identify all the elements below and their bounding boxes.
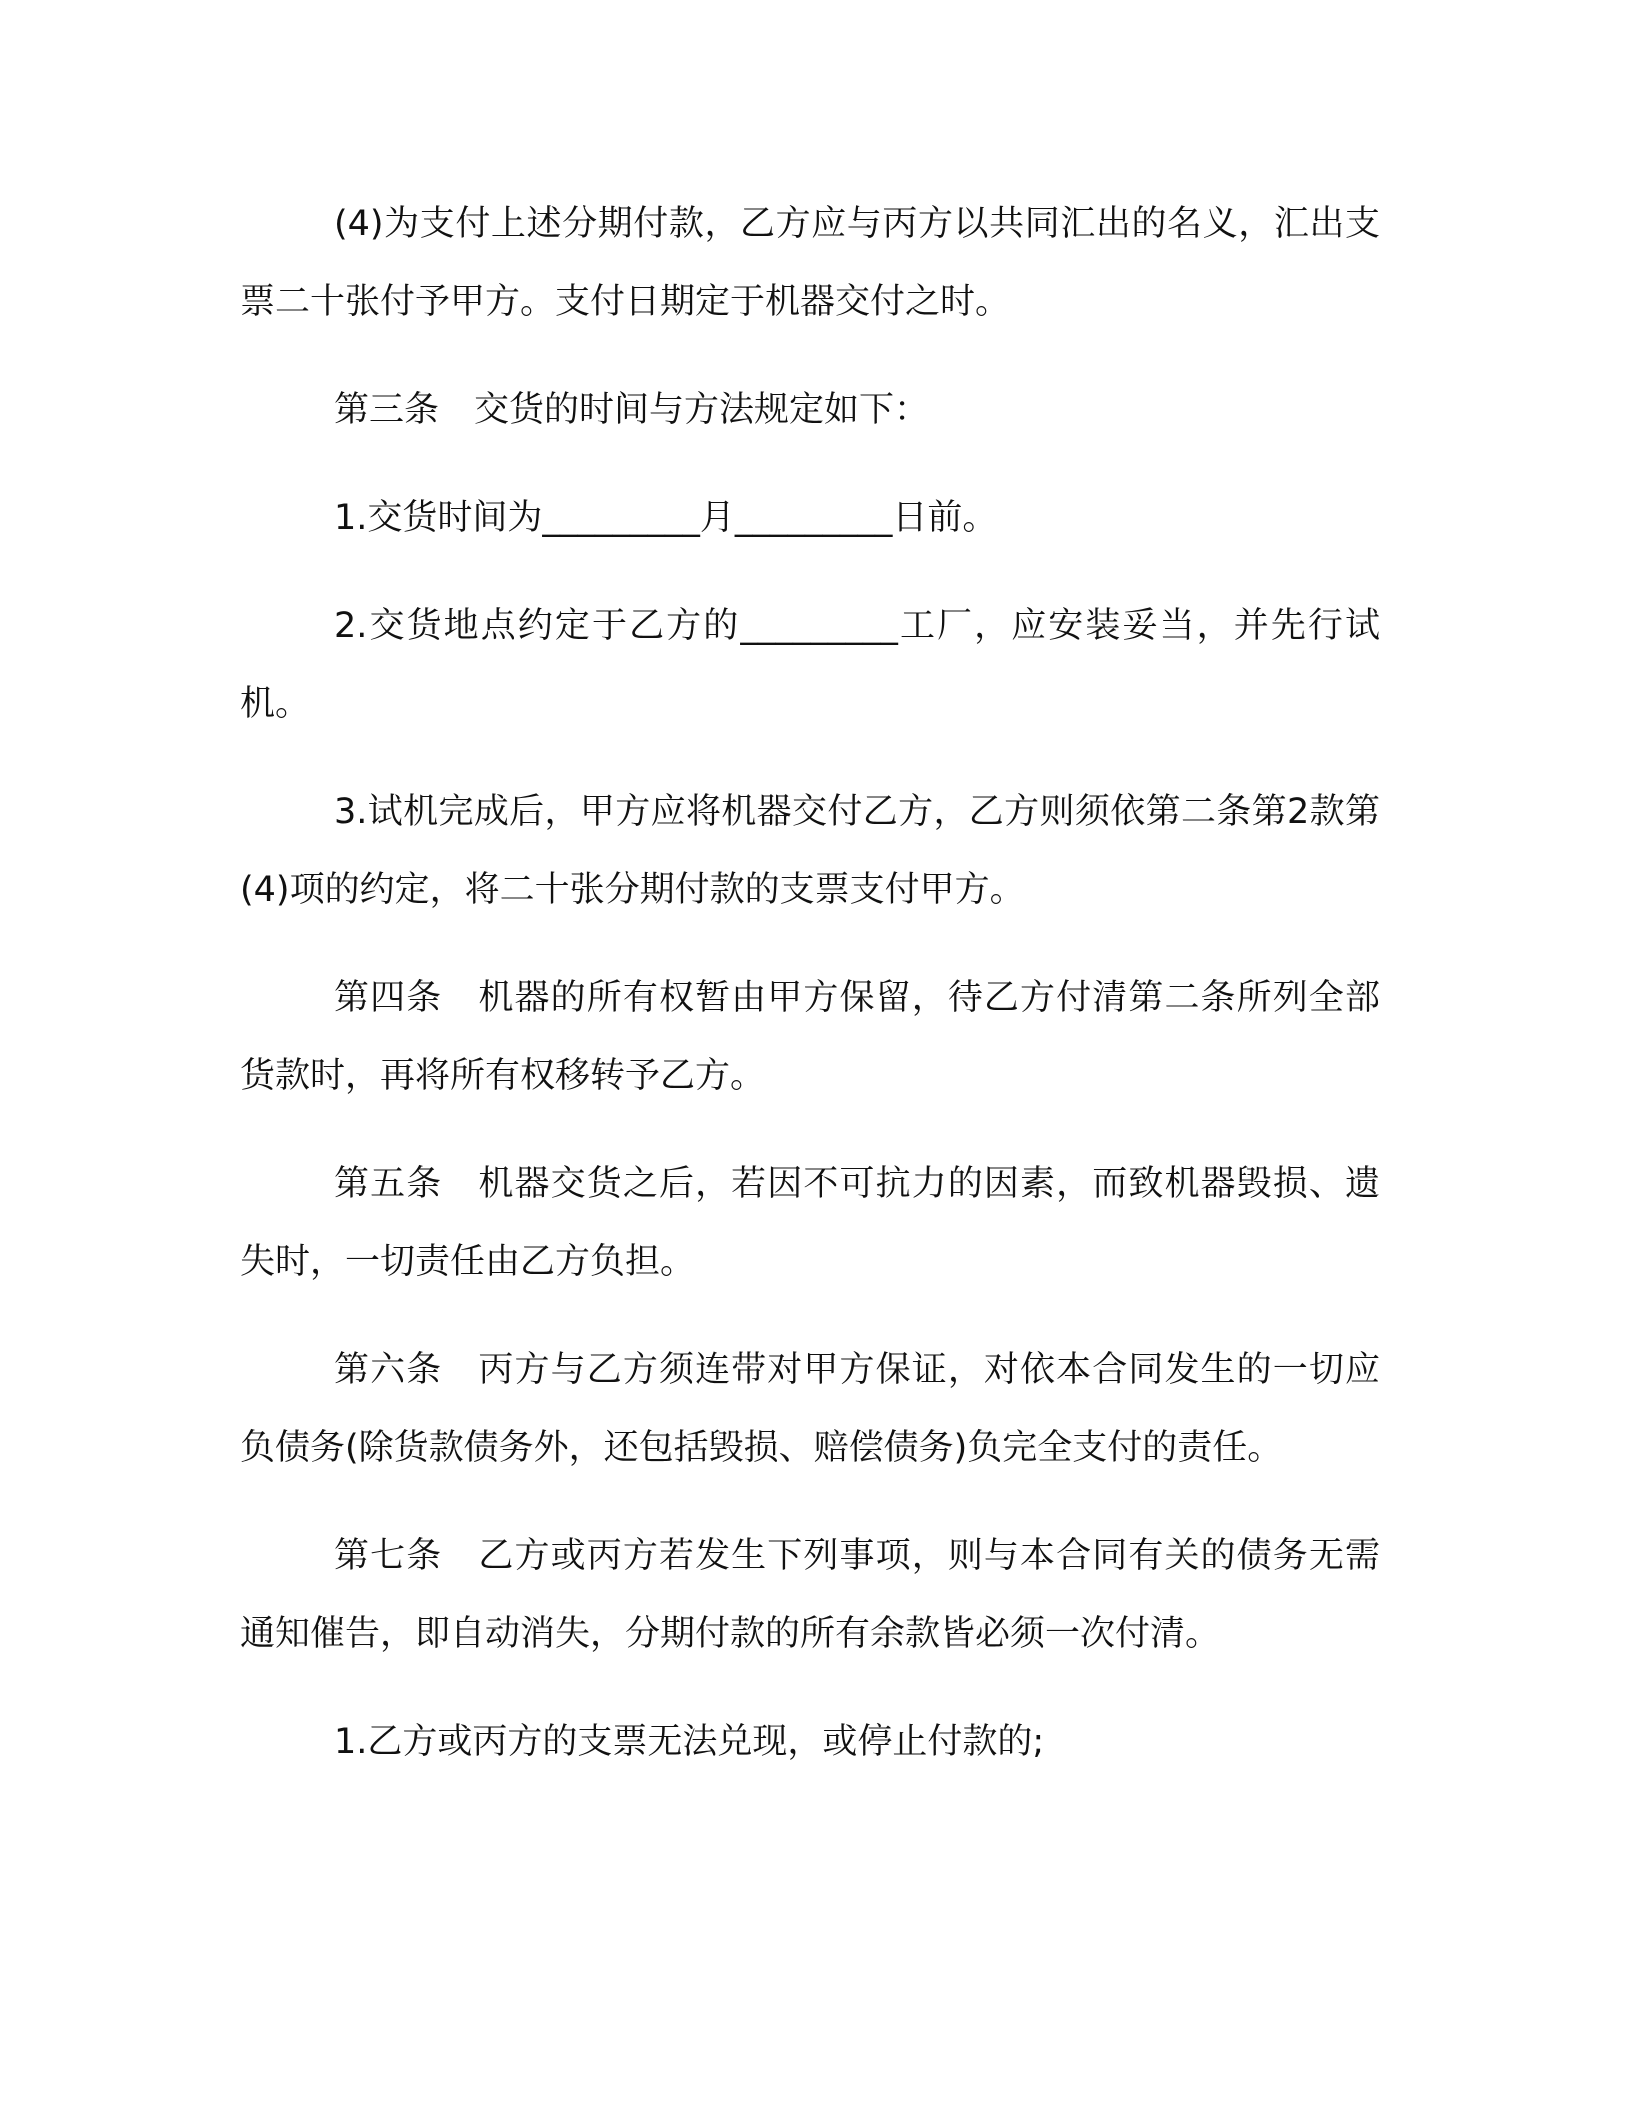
paragraph-trial-completion: 3.试机完成后，甲方应将机器交付乙方，乙方则须依第二条第2款第(4)项的约定，将二十张分期付款的支票支付甲方。 [240,792,1380,910]
paragraph-article-5-liability: 第五条 机器交货之后，若因不可抗力的因素，而致机器毁损、遗失时，一切责任由乙方负担。 [240,1164,1380,1282]
paragraph-delivery-place: 2.交货地点约定于乙方的_________工厂，应安装妥当，并先行试机。 [240,606,1380,724]
paragraph-delivery-time: 1.交货时间为_________月_________日前。 [334,498,998,538]
paragraph-article-4-ownership: 第四条 机器的所有权暂由甲方保留，待乙方付清第二条所列全部货款时，再将所有权移转予乙方。 [240,978,1380,1096]
document-body [240,185,1380,1811]
paragraph-installment-checks: (4)为支付上述分期付款，乙方应与丙方以共同汇出的名义，汇出支票二十张付予甲方。支付日期定于机器交付之时。 [240,204,1380,322]
paragraph-article-7-acceleration: 第七条 乙方或丙方若发生下列事项，则与本合同有关的债务无需通知催告，即自动消失，分期付款的所有余款皆必须一次付清。 [240,1536,1380,1654]
paragraph-dishonored-checks: 1.乙方或丙方的支票无法兑现，或停止付款的; [334,1722,1045,1762]
paragraph-article-6-guarantee: 第六条 丙方与乙方须连带对甲方保证，对依本合同发生的一切应负债务(除货款债务外，还包括毁损、赔偿债务)负完全支付的责任。 [240,1350,1380,1468]
paragraph-article-3-heading: 第三条 交货的时间与方法规定如下： [334,390,930,430]
